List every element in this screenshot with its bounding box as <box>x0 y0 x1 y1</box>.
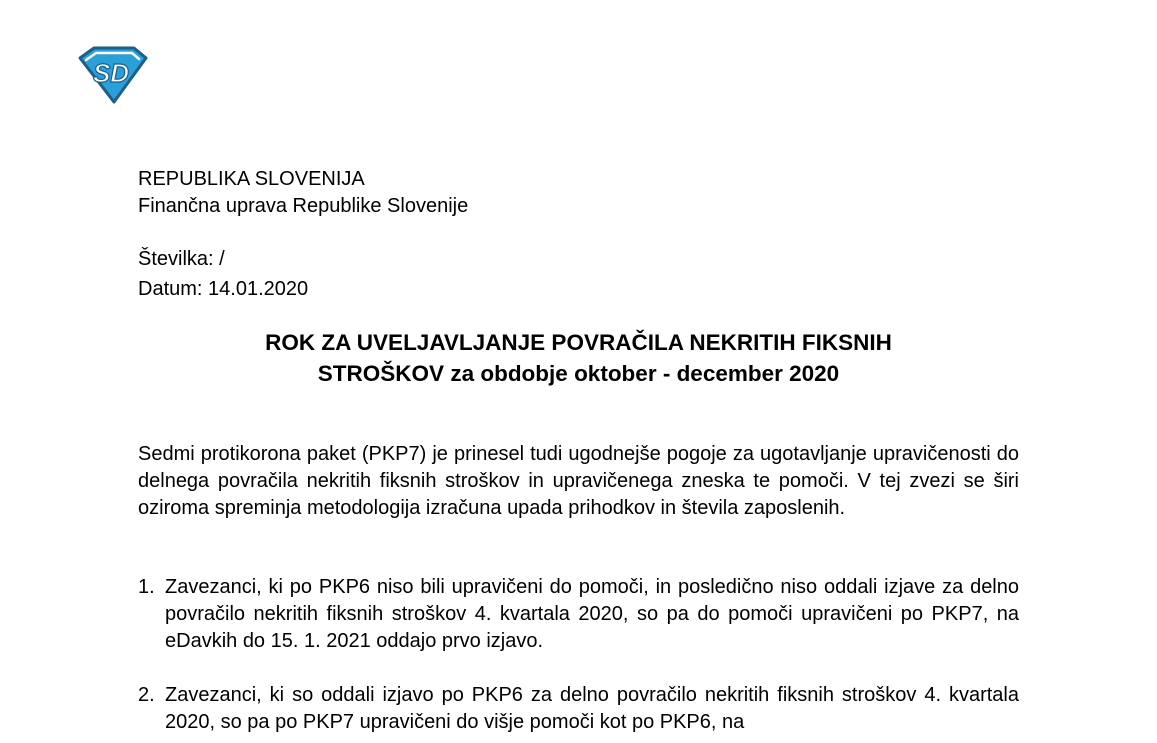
document-number: Številka: / <box>138 248 225 270</box>
title-line-1: ROK ZA UVELJAVLJANJE POVRAČILA NEKRITIH FIKSNIH <box>265 330 892 355</box>
list-item-number: 2. <box>138 684 155 706</box>
document-header <box>138 166 468 220</box>
intro-paragraph: Sedmi protikorona paket (PKP7) je prinesel tudi ugodnejše pogoje za ugotavljanje upravičenosti do delnega povračila nekritih fiksnih stroškov in upravičenega zneska te pomoči. V tej zvezi se širi oziroma spreminja metodologija izračuna upada prihodkov in števila zaposlenih. <box>138 443 1019 519</box>
list-item-text: Zavezanci, ki po PKP6 niso bili upravičeni do pomoči, in posledično niso oddali izjave za delno povračilo nekritih fiksnih stroškov 4. kvartala 2020, so pa do pomoči upravičeni po PKP7, na eDavkih do 15. 1. 2021 oddajo prvo izjavo. <box>165 576 1019 652</box>
list-item-number: 1. <box>138 576 155 598</box>
header-republic: REPUBLIKA SLOVENIJA <box>138 168 365 190</box>
shield-logo-icon <box>76 44 148 106</box>
list-item-text: Zavezanci, ki so oddali izjavo po PKP6 za delno povračilo nekritih fiksnih stroškov 4. kvartala 2020, so pa po PKP7 upravičeni do višje pomoči kot po PKP6, na <box>165 684 1019 733</box>
document-meta <box>138 244 308 304</box>
document-date: Datum: 14.01.2020 <box>138 278 309 300</box>
logo-letters: SD <box>92 58 130 88</box>
document-title <box>138 327 1019 389</box>
list-item <box>138 574 1019 655</box>
fu-logo <box>76 44 148 106</box>
title-line-2: STROŠKOV za obdobje oktober - december 2020 <box>317 361 840 386</box>
list-item <box>138 682 1019 736</box>
header-authority: Finančna uprava Republike Slovenije <box>138 195 469 217</box>
